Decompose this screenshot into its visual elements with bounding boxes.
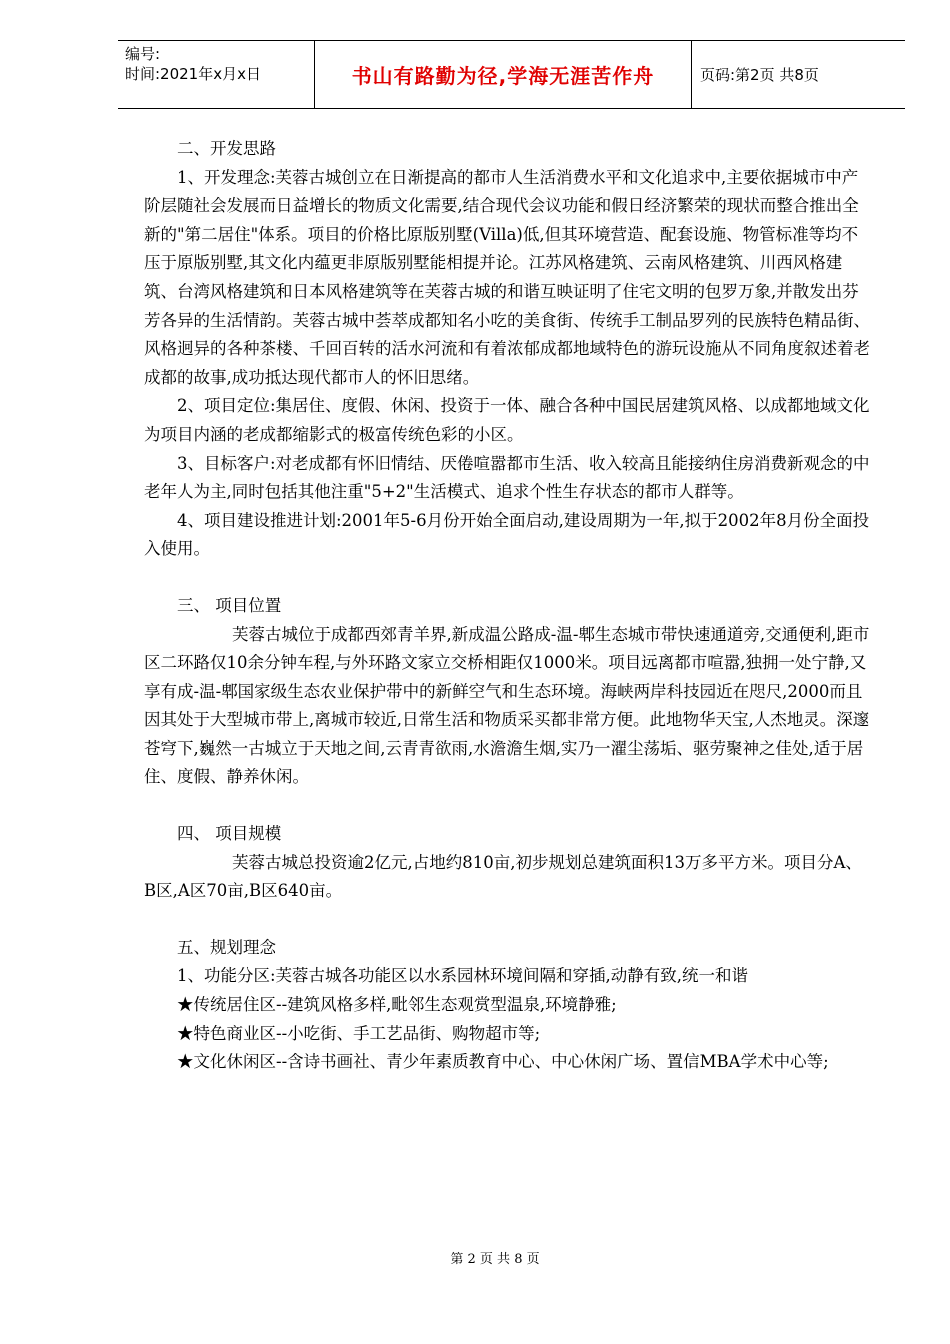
page-header (118, 40, 905, 109)
document-number-label: 编号: (125, 45, 161, 63)
section-gap (144, 792, 874, 820)
header-motto: 书山有路勤为径,学海无涯苦作舟 (351, 64, 655, 88)
bullet-item: ★特色商业区--小吃街、手工艺品街、购物超市等; (177, 1023, 541, 1043)
section-heading: 四、 项目规模 (177, 824, 282, 844)
paragraph: 4、项目建设推进计划:2001年5-6月份开始全面启动,建设周期为一年,拟于2002年8月份全面投入使用。 (144, 510, 870, 559)
paragraph: 3、目标客户:对老成都有怀旧情结、厌倦喧嚣都市生活、收入较高且能接纳住房消费新观念的中老年人为主,同时包括其他注重"5+2"生活模式、追求个性生存状态的都市人群等。 (144, 453, 870, 502)
document-body (144, 135, 874, 1077)
page-footer: 第 2 页 共 8 页 (450, 1252, 540, 1267)
document-time-label: 时间:2021年x月x日 (125, 65, 261, 83)
paragraph: 芙蓉古城位于成都西郊青羊界,新成温公路成-温-郫生态城市带快速通道旁,交通便利,距市区二环路仅10余分钟车程,与外环路文家立交桥相距仅1000米。项目远离都市喧嚣,独拥一处宁静,又享有成-温-郫国家级生态农业保护带中的新鲜空气和生态环境。海峡两岸科技园近在咫尺,2000而且因其处于大型城市带上,离城市较近,日常生活和物质采买都非常方便。此地物华天宝,人杰地灵。深邃苍穹下,巍然一古城立于天地之间,云青青欲雨,水澹澹生烟,实乃一濯尘荡垢、驱劳聚神之佳处,适于居住、度假、静养休闲。 (144, 624, 870, 787)
section-heading: 五、规划理念 (177, 937, 276, 957)
section-gap (144, 564, 874, 592)
section-heading: 三、 项目位置 (177, 595, 282, 615)
paragraph: 2、项目定位:集居住、度假、休闲、投资于一体、融合各种中国民居建筑风格、以成都地域文化为项目内涵的老成都缩影式的极富传统色彩的小区。 (144, 396, 870, 444)
section-gap (144, 906, 874, 934)
header-meta-cell (118, 41, 314, 108)
paragraph: 1、功能分区:芙蓉古城各功能区以水系园林环境间隔和穿插,动静有致,统一和谐 (177, 966, 749, 986)
bullet-item: ★传统居住区--建筑风格多样,毗邻生态观赏型温泉,环境静雅; (177, 995, 617, 1015)
header-motto-cell (314, 41, 692, 108)
header-page-cell (692, 41, 905, 108)
paragraph: 芙蓉古城总投资逾2亿元,占地约810亩,初步规划总建筑面积13万多平方米。项目分A、B区,A区70亩,B区640亩。 (144, 852, 862, 901)
paragraph: 1、开发理念:芙蓉古城创立在日渐提高的都市人生活消费水平和文化追求中,主要依据城市中产阶层随社会发展而日益增长的物质文化需要,结合现代会议功能和假日经济繁荣的现状而整合推出全新的"第二居住"体系。项目的价格比原版别墅(Villa)低,但其环境营造、配套设施、物管标准等均不压于原版别墅,其文化内蕴更非原版别墅能相提并论。江苏风格建筑、云南风格建筑、川西风格建筑、台湾风格建筑和日本风格建筑等在芙蓉古城的和谐互映证明了住宅文明的包罗万象,并散发出芬芳各异的生活情韵。芙蓉古城中荟萃成都知名小吃的美食街、传统手工制品罗列的民族特色精品街、风格迥异的各种茶楼、千回百转的活水河流和有着浓郁成都地域特色的游玩设施从不同角度叙述着老成都的故事,成功抵达现代都市人的怀旧思绪。 (144, 167, 870, 387)
header-page-number: 页码:第2页 共8页 (700, 66, 819, 84)
bullet-item: ★文化休闲区--含诗书画社、青少年素质教育中心、中心休闲广场、置信MBA学术中心等; (177, 1052, 829, 1072)
section-heading: 二、开发思路 (177, 139, 276, 158)
